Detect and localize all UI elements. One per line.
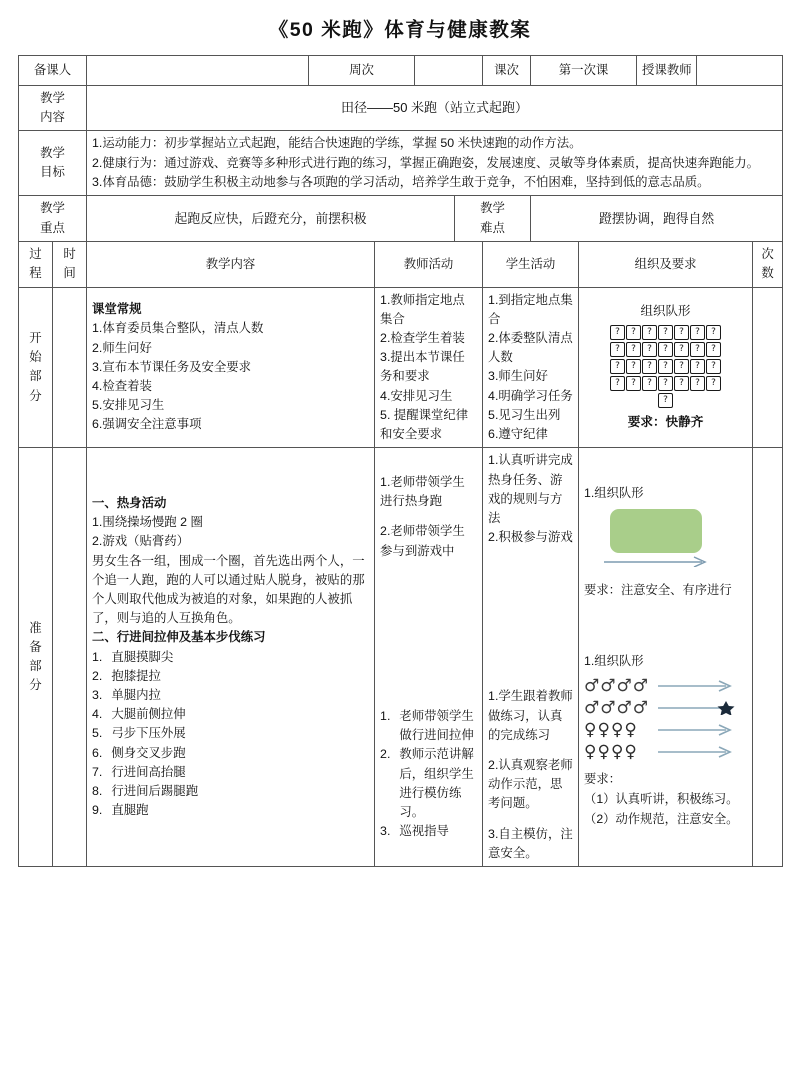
header-time-line2: 间	[63, 266, 76, 281]
spacer	[380, 511, 477, 522]
requirement-item: （1）认真听讲，积极练习。	[584, 792, 739, 807]
direction-arrow-icon	[658, 746, 736, 758]
list-item	[92, 744, 369, 763]
student-item: 3.自主模仿，注意安全。	[488, 826, 573, 860]
item-number: 1.	[380, 708, 391, 723]
student-marker-icon: ?	[610, 359, 625, 374]
section-label-char: 部	[29, 369, 42, 384]
item-number: 9.	[92, 803, 103, 818]
week-label: 周次	[309, 56, 415, 86]
item-number: 3.	[380, 824, 391, 839]
formation-requirement: 要求：快静齐	[627, 414, 704, 429]
item-number: 3.	[92, 688, 103, 703]
focus-row	[19, 196, 783, 242]
list-item	[380, 707, 477, 745]
formation-row-female	[584, 719, 747, 741]
formation-row-leader	[584, 393, 747, 408]
page-title: 《50 米跑》体育与健康教案	[268, 19, 532, 41]
formation-row-female	[584, 741, 747, 763]
formation-area-shape	[610, 509, 702, 553]
key-point-label	[19, 196, 87, 242]
item-number: 7.	[92, 764, 103, 779]
header-student: 学生活动	[483, 242, 579, 287]
female-symbol-icons: ♀♀♀♀	[584, 741, 638, 762]
male-symbol-icons: ♂♂♂♂	[584, 697, 650, 718]
student-marker-icon: ?	[706, 325, 721, 340]
formation-row	[584, 376, 747, 391]
student-marker-icon: ?	[626, 376, 641, 391]
formation-requirement-2	[584, 770, 747, 830]
formation-row	[584, 359, 747, 374]
objectives-label-line1: 教学	[40, 146, 65, 161]
key-point-label-line1: 教学	[40, 201, 65, 216]
item-text: 大腿前侧拉伸	[111, 707, 186, 722]
student-item: 6.遵守纪律	[488, 427, 548, 442]
content-item: 3.宣布本节课任务及安全要求	[92, 359, 252, 374]
direction-arrow-icon	[602, 555, 712, 567]
student-marker-icon: ?	[626, 342, 641, 357]
header-process	[19, 242, 53, 287]
formation-title: 组织队形	[640, 304, 691, 319]
content-heading-warmup: 一、热身活动	[92, 495, 167, 510]
student-marker-icon: ?	[610, 376, 625, 391]
student-item: 4.明确学习任务	[488, 388, 573, 403]
header-process-line2: 程	[29, 266, 42, 281]
list-item	[92, 648, 369, 667]
key-point-label-line2: 重点	[40, 220, 65, 235]
preparer-label: 备课人	[19, 56, 87, 86]
content-item: 6.强调安全注意事项	[92, 417, 202, 432]
teacher-activity-list	[380, 707, 477, 842]
difficulty-label-line2: 难点	[480, 220, 505, 235]
teaching-content-label-line2: 内容	[40, 110, 65, 125]
student-item: 5.见习生出列	[488, 407, 561, 422]
student-marker-icon: ?	[674, 359, 689, 374]
header-time-line1: 时	[63, 247, 76, 262]
section-time-beginning	[53, 287, 87, 448]
objective-item: 2.健康行为：通过游戏、竞赛等多种形式进行跑的练习，掌握正确跑姿，发展速度、灵敏等身体素质，提高快速奔跑能力。	[92, 155, 760, 170]
difficulty-value: 蹬摆协调，跑得自然	[531, 196, 783, 242]
formation-row-male	[584, 697, 747, 719]
header-content: 教学内容	[87, 242, 375, 287]
student-marker-icon: ?	[642, 376, 657, 391]
item-text: 直腿摸脚尖	[111, 649, 174, 664]
item-number: 5.	[92, 726, 103, 741]
direction-arrow-icon	[658, 680, 736, 692]
header-organization: 组织及要求	[579, 242, 753, 287]
item-text: 巡视指导	[399, 824, 449, 839]
section-label-char: 分	[29, 678, 42, 693]
student-marker-icon: ?	[642, 342, 657, 357]
content-item: 2.游戏（贴膏药）	[92, 534, 190, 549]
objective-item: 1.运动能力：初步掌握站立式起跑，能结合快速跑的学练，掌握 50 米快速跑的动作方法。	[92, 136, 582, 151]
student-marker-icon: ?	[610, 342, 625, 357]
section-label-beginning	[19, 287, 53, 448]
lesson-plan-table	[18, 55, 783, 867]
list-item	[380, 822, 477, 841]
item-text: 教师示范讲解后，组织学生进行模仿练习。	[399, 747, 474, 819]
lesson-no-label: 课次	[483, 56, 531, 86]
teaching-content-label	[19, 86, 87, 131]
teacher-item: 3.提出本节课任务和要求	[380, 350, 465, 384]
section-label-char: 分	[29, 388, 42, 403]
difficulty-label	[455, 196, 531, 242]
content-item: 2.师生问好	[92, 340, 152, 355]
student-marker-icon: ?	[690, 342, 705, 357]
formation-title-1: 1.组织队形	[584, 486, 644, 501]
spacer	[488, 814, 573, 825]
list-item	[92, 705, 369, 724]
item-text: 侧身交叉步跑	[111, 745, 186, 760]
student-item: 2.积极参与游戏	[488, 530, 573, 545]
student-marker-icon: ?	[626, 325, 641, 340]
student-item: 2.体委整队清点人数	[488, 330, 573, 365]
item-text: 行进间后踢腿跑	[111, 784, 199, 799]
gender-formation-diagram	[584, 675, 747, 763]
teacher-item: 2.老师带领学生参与到游戏中	[380, 524, 465, 558]
spacer	[488, 745, 573, 756]
teacher-item: 1.教师指定地点集合	[380, 292, 465, 326]
student-marker-icon: ?	[658, 359, 673, 374]
section-content-preparation	[87, 448, 375, 867]
list-item	[92, 724, 369, 743]
student-marker-icon: ?	[706, 376, 721, 391]
section-label-char: 备	[29, 639, 42, 654]
student-marker-icon: ?	[706, 342, 721, 357]
section-label-preparation	[19, 448, 53, 867]
section-teacher-preparation	[375, 448, 483, 867]
section-organization-beginning	[579, 287, 753, 448]
formation-diagram	[584, 325, 747, 408]
section-label-char: 准	[29, 620, 42, 635]
teacher-item: 4.安排见习生	[380, 388, 453, 403]
header-count-line2: 数	[761, 266, 774, 281]
requirement-title: 要求：	[584, 772, 621, 787]
section-row-beginning	[19, 287, 783, 448]
student-marker-icon: ?	[610, 325, 625, 340]
teacher-value[interactable]	[697, 56, 783, 86]
objectives-row	[19, 131, 783, 196]
section-label-char: 始	[29, 350, 42, 365]
teaching-content-value: 田径——50 米跑（站立式起跑）	[87, 86, 783, 131]
student-item: 1.学生跟着教师做练习，认真的完成练习	[488, 689, 573, 742]
item-number: 2.	[380, 747, 391, 762]
item-text: 行进间高抬腿	[111, 764, 186, 779]
objectives-label	[19, 131, 87, 196]
student-item: 3.师生问好	[488, 369, 548, 384]
item-number: 6.	[92, 745, 103, 760]
list-item	[92, 782, 369, 801]
list-item	[92, 763, 369, 782]
teaching-content-label-line1: 教学	[40, 91, 65, 105]
spacer	[584, 600, 747, 652]
male-symbol-icons: ♂♂♂♂	[584, 675, 650, 696]
objectives-content	[87, 131, 783, 196]
item-text: 直腿跑	[111, 803, 149, 818]
content-heading: 课堂常规	[92, 302, 142, 317]
item-number: 4.	[92, 707, 103, 722]
list-item	[380, 745, 477, 822]
formation-row	[584, 342, 747, 357]
header-teacher: 教师活动	[375, 242, 483, 287]
section-student-preparation	[483, 448, 579, 867]
student-item: 2.认真观察老师动作示范，思考问题。	[488, 758, 573, 811]
section-teacher-beginning	[375, 287, 483, 448]
list-item	[92, 667, 369, 686]
student-marker-icon: ?	[690, 325, 705, 340]
student-marker-icon: ?	[706, 359, 721, 374]
section-label-char: 开	[29, 330, 42, 345]
direction-arrow-star-icon	[658, 701, 736, 715]
item-text: 弓步下压外展	[111, 726, 186, 741]
section-count-preparation	[753, 448, 783, 867]
section-content-beginning	[87, 287, 375, 448]
item-number: 2.	[92, 668, 103, 683]
student-marker-icon: ?	[626, 359, 641, 374]
item-text: 单腿内拉	[111, 688, 161, 703]
student-marker-icon: ?	[642, 359, 657, 374]
teacher-item: 1.老师带领学生进行热身跑	[380, 475, 465, 509]
item-text: 抱膝提拉	[111, 668, 161, 683]
item-number: 8.	[92, 784, 103, 799]
teaching-content-row	[19, 86, 783, 131]
formation-row-male	[584, 675, 747, 697]
item-text: 老师带领学生做行进间拉伸	[399, 708, 474, 743]
student-marker-icon: ?	[674, 376, 689, 391]
lesson-no-value[interactable]: 第一次课	[531, 56, 637, 86]
student-marker-icon: ?	[674, 325, 689, 340]
student-item: 1.认真听讲完成热身任务、游戏的规则与方法	[488, 453, 573, 525]
teacher-item: 5. 提醒课堂纪律和安全要求	[380, 407, 469, 442]
formation-requirement-1: 要求：注意安全、有序进行	[584, 582, 732, 597]
student-marker-icon: ?	[690, 376, 705, 391]
spacer	[488, 547, 573, 687]
difficulty-label-line1: 教学	[480, 201, 505, 216]
student-marker-icon: ?	[642, 325, 657, 340]
item-number: 1.	[92, 649, 103, 664]
key-point-value: 起跑反应快，后蹬充分，前摆积极	[87, 196, 455, 242]
student-item: 1.到指定地点集合	[488, 292, 573, 326]
preparer-value[interactable]	[87, 56, 309, 86]
header-process-line1: 过	[29, 247, 42, 262]
spacer	[380, 561, 477, 707]
header-count	[753, 242, 783, 287]
content-heading-stretch: 二、行进间拉伸及基本步伐练习	[92, 630, 266, 645]
content-item: 1.围绕操场慢跑 2 圈	[92, 515, 203, 530]
teacher-label: 授课教师	[637, 56, 697, 86]
objectives-label-line2: 目标	[40, 165, 65, 180]
student-marker-icon: ?	[674, 342, 689, 357]
header-count-line1: 次	[761, 247, 774, 262]
formation-row	[584, 325, 747, 340]
requirement-item: （2）动作规范，注意安全。	[584, 812, 739, 827]
section-row-preparation	[19, 448, 783, 867]
formation-title-2: 1.组织队形	[584, 654, 644, 669]
section-student-beginning	[483, 287, 579, 448]
content-item: 5.安排见习生	[92, 398, 165, 413]
section-label-char: 部	[29, 659, 42, 674]
student-marker-icon: ?	[690, 359, 705, 374]
content-item: 1.体育委员集合整队，清点人数	[92, 321, 264, 336]
section-count-beginning	[753, 287, 783, 448]
week-value[interactable]	[415, 56, 483, 86]
info-row	[19, 56, 783, 86]
header-time	[53, 242, 87, 287]
section-organization-preparation	[579, 448, 753, 867]
content-item: 4.检查着装	[92, 379, 152, 394]
teacher-marker-icon: ?	[658, 393, 673, 408]
student-marker-icon: ?	[658, 376, 673, 391]
direction-arrow-icon	[658, 724, 736, 736]
main-table-header	[19, 242, 783, 287]
student-marker-icon: ?	[658, 325, 673, 340]
section-time-preparation	[53, 448, 87, 867]
female-symbol-icons: ♀♀♀♀	[584, 719, 638, 740]
stretch-exercise-list	[92, 648, 369, 821]
objective-item: 3.体育品德：鼓励学生积极主动地参与各项跑的学习活动，培养学生敢于竞争，不怕困难，坚持到低的意志品质。	[92, 174, 710, 189]
teacher-item: 2.检查学生着装	[380, 330, 465, 345]
list-item	[92, 686, 369, 705]
content-paragraph-game: 男女生各一组，围成一个圈，首先选出两个人，一个追一人跑，跑的人可以通过贴人脱身，被贴的那个人则取代他成为被追的对象，如果跑的人被抓了，则与追的人互换角色。	[92, 553, 365, 626]
student-marker-icon: ?	[658, 342, 673, 357]
list-item	[92, 801, 369, 820]
